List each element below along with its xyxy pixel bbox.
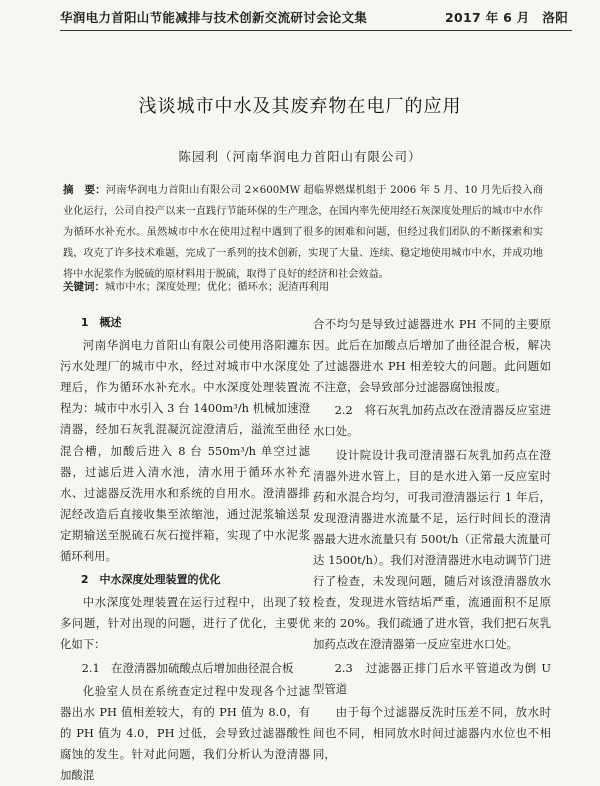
- paper-author: 陈园利（河南华润电力首阳山有限公司）: [178, 149, 422, 164]
- section-2-1-paragraph: 化验室人员在系统查定过程中发现各个过滤器出水 PH 值相差较大，有的 PH 值为 8.0，有的 PH 值为 4.0，PH 过低，会导致过滤器酸性腐蚀的发生。针对此问题，我们分析认为澄清器加酸混: [60, 683, 310, 782]
- proceedings-title: 华润电力首阳山节能减排与技术创新交流研讨会论文集: [60, 10, 368, 25]
- section-2-3-paragraph: 由于每个过滤器反洗时压差不同，放水时间也不同，相同放水时间过滤器内水位也不相同，: [313, 704, 551, 761]
- section-1-paragraph: 河南华润电力首阳山有限公司使用洛阳瀍东污水处理厂的城市中水，经过对城市中水深度处理后，作为循环水补充水。中水深度处理装置流程为：城市中水引入 3 台 1400m³/h 机械加速澄清器，经加石灰乳混凝沉淀澄清后，溢流至曲径混合槽，加酸后进入 8 台 550m³/h 单空过滤器，过滤后进入清水池，清水用于循环水补充水、过滤器反洗用水和系统的自用水。澄清器排泥经改造后直接收集至浓缩池，通过泥浆输送泵定期输送至脱硫石灰石搅拌箱，实现了中水泥浆循环利用。: [60, 338, 310, 564]
- section-2-3-heading: 2.3 过滤器正排门后水平管道改为倒 U 型管道: [313, 660, 551, 696]
- keywords: [63, 278, 543, 294]
- proceedings-date-location: 2017 年 6 月 洛阳: [445, 10, 568, 25]
- abstract-label: 摘 要：: [63, 184, 106, 196]
- section-2-2-heading: 2.2 将石灰乳加药点改在澄清器反应室进水口处。: [313, 403, 551, 439]
- left-column: [60, 310, 310, 786]
- section-2-1-heading: 2.1 在澄清器加硫酸点后增加曲径混合板: [81, 660, 294, 675]
- section-1-heading: 1 概述: [80, 316, 122, 329]
- abstract-text: 河南华润电力首阳山有限公司 2×600MW 超临界燃煤机组于 2006 年 5 月、10 月先后投入商业化运行，公司自投产以来一直践行节能环保的生产理念，在国内率先使用经石灰深度处理后的城市中水作为循环水补充水。虽然城市中水在使用过程中遇到了很多的困难和问题，但经过我们团队的不断探索和实践，攻克了许多技术难题，完成了一系列的技术创新，实现了大量、连续、稳定地使用城市中水，并成功地将中水泥浆作为脱硫的原材料用于脱硫，取得了良好的经济和社会效益。: [63, 185, 544, 280]
- section-2-heading: 2 中水深度处理装置的优化: [80, 573, 221, 587]
- page-header: [0, 0, 600, 32]
- right-column: [313, 314, 551, 765]
- paper-title: 浅谈城市中水及其废弃物在电厂的应用: [138, 96, 462, 117]
- abstract: [63, 180, 543, 285]
- section-2-1-paragraph-continued: 合不均匀是导致过滤器进水 PH 不同的主要原因。此后在加酸点后增加了曲径混合板，解决了过滤器进水 PH 相差较大的问题。此问题如不注意，会导致部分过滤器腐蚀报废。: [313, 317, 551, 395]
- section-2-paragraph: 中水深度处理装置在运行过程中，出现了较多问题，针对出现的问题，进行了优化，主要优化如下：: [60, 595, 310, 652]
- keywords-label: 关键词：: [63, 281, 105, 293]
- header-divider: [60, 30, 572, 31]
- keywords-text: 城市中水；深度处理；优化；循环水；泥渣再利用: [105, 282, 330, 293]
- section-2-2-paragraph: 设计院设计我司澄清器石灰乳加药点在澄清器外进水管上，目的是水进入第一反应室时药和水混合均匀，可我司澄清器运行 1 年后，发现澄清器进水流量不足，运行时间长的澄清器最大进水流量只有 500t/h（正常最大流量可达 1500t/h）。我们对澄清器进水电动调节门进行了检查，未发现问题，随后对该澄清器放水检查，发现进水管结垢严重，流通面积不足原来的 20%。我们疏通了进水管，我们把石灰乳加药点改在澄清器第一反应室进水口处。: [313, 447, 551, 652]
